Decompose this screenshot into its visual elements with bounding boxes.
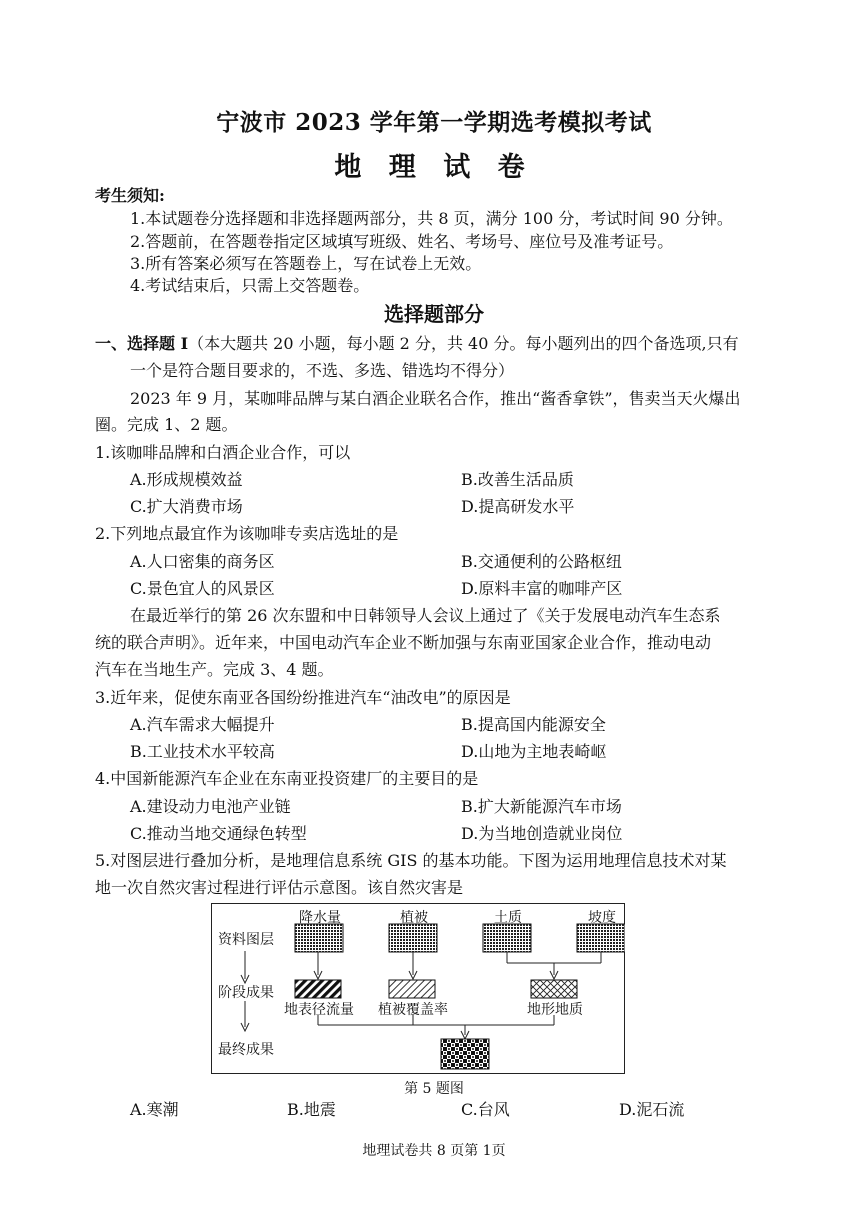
q2-option-b: B.交通便利的公路枢纽 xyxy=(461,552,622,571)
q1-option-c: C.扩大消费市场 xyxy=(130,497,243,516)
stage-box-terrain xyxy=(531,980,577,998)
part-description-cont: 一个是符合题目要求的，不选、多选、错选均不得分） xyxy=(130,361,515,380)
exam-title: 宁波市 2023 学年第一学期选考模拟考试 xyxy=(216,109,652,136)
stage-label-cover: 植被覆盖率 xyxy=(378,1002,448,1018)
q4-option-b: B.扩大新能源汽车市场 xyxy=(461,797,622,816)
fig-row-label-stage: 阶段成果 xyxy=(218,985,274,1001)
stage-box-runoff xyxy=(295,980,341,998)
q5-option-b: B.地震 xyxy=(287,1100,336,1119)
notice-item-1: 1.本试题卷分选择题和非选择题两部分，共 8 页，满分 100 分，考试时间 90 分钟。 xyxy=(130,209,733,228)
layer-label-soil: 土质 xyxy=(494,910,522,926)
exam-subtitle: 地 理 试 卷 xyxy=(334,152,534,183)
passage2-line-1: 在最近举行的第 26 次东盟和中日韩领导人会议上通过了《关于发展电动汽车生态系 xyxy=(130,606,721,625)
passage2-line-2: 统的联合声明》。近年来，中国电动汽车企业不断加强与东南亚国家企业合作，推动电动 xyxy=(95,633,712,652)
layer-box-precipitation xyxy=(295,924,343,952)
q5-stem-line-1: 5.对图层进行叠加分析，是地理信息系统 GIS 的基本功能。下图为运用地理信息技术对某 xyxy=(95,851,727,870)
final-box xyxy=(441,1039,489,1069)
q2-option-a: A.人口密集的商务区 xyxy=(130,552,275,571)
gis-figure xyxy=(211,903,625,1074)
part-description: （本大题共 20 小题，每小题 2 分，共 40 分。每小题列出的四个备选项,只有 xyxy=(188,334,739,353)
q3-option-c: B.工业技术水平较高 xyxy=(130,742,275,761)
passage2-line-3: 汽车在当地生产。完成 3、4 题。 xyxy=(95,660,334,679)
q2-option-c: C.景色宜人的风景区 xyxy=(130,579,275,598)
q3-option-a: A.汽车需求大幅提升 xyxy=(130,715,275,734)
q3-stem: 3.近年来，促使东南亚各国纷纷推进汽车“油改电”的原因是 xyxy=(95,688,511,707)
layer-box-slope xyxy=(577,924,625,952)
layer-box-vegetation xyxy=(389,924,437,952)
q5-option-a: A.寒潮 xyxy=(130,1100,179,1119)
notice-item-3: 3.所有答案必须写在答题卷上，写在试卷上无效。 xyxy=(130,254,482,273)
q2-stem: 2.下列地点最宜作为该咖啡专卖店选址的是 xyxy=(95,524,399,543)
q1-option-d: D.提高研发水平 xyxy=(461,497,575,516)
figure-caption: 第 5 题图 xyxy=(404,1081,464,1097)
q5-option-d: D.泥石流 xyxy=(619,1100,685,1119)
passage1-line-1: 2023 年 9 月，某咖啡品牌与某白酒企业联名合作，推出“酱香拿铁”，售卖当天火爆出 xyxy=(130,389,741,408)
q4-stem: 4.中国新能源汽车企业在东南亚投资建厂的主要目的是 xyxy=(95,769,479,788)
q4-option-d: D.为当地创造就业岗位 xyxy=(461,824,623,843)
layer-box-soil xyxy=(483,924,531,952)
notice-heading: 考生须知: xyxy=(95,186,165,205)
part-label: 一、选择题 I xyxy=(95,334,189,353)
part-heading xyxy=(95,331,739,354)
stage-label-terrain: 地形地质 xyxy=(527,1002,583,1018)
q3-option-d: D.山地为主地表崎岖 xyxy=(461,742,607,761)
q1-option-a: A.形成规模效益 xyxy=(130,470,243,489)
page-footer: 地理试卷共 8 页第 1页 xyxy=(362,1143,506,1159)
q5-option-c: C.台风 xyxy=(461,1100,510,1119)
fig-row-label-final: 最终成果 xyxy=(218,1042,274,1058)
notice-item-2: 2.答题前，在答题卷指定区域填写班级、姓名、考场号、座位号及准考证号。 xyxy=(130,232,674,251)
q4-option-c: C.推动当地交通绿色转型 xyxy=(130,824,307,843)
q1-stem: 1.该咖啡品牌和白酒企业合作，可以 xyxy=(95,443,351,462)
fig-row-label-data: 资料图层 xyxy=(218,932,274,948)
passage1-line-2: 圈。完成 1、2 题。 xyxy=(95,415,238,434)
layer-label-precipitation: 降水量 xyxy=(299,910,341,926)
stage-label-runoff: 地表径流量 xyxy=(284,1002,354,1018)
section-title: 选择题部分 xyxy=(384,302,484,326)
layer-label-slope: 坡度 xyxy=(588,910,616,926)
q3-option-b: B.提高国内能源安全 xyxy=(461,715,606,734)
stage-box-cover xyxy=(389,980,435,998)
q5-stem-line-2: 地一次自然灾害过程进行评估示意图。该自然灾害是 xyxy=(95,878,464,897)
notice-item-4: 4.考试结束后，只需上交答题卷。 xyxy=(130,276,370,295)
q1-option-b: B.改善生活品质 xyxy=(461,470,574,489)
layer-label-vegetation: 植被 xyxy=(400,910,428,926)
q4-option-a: A.建设动力电池产业链 xyxy=(130,797,291,816)
q2-option-d: D.原料丰富的咖啡产区 xyxy=(461,579,623,598)
